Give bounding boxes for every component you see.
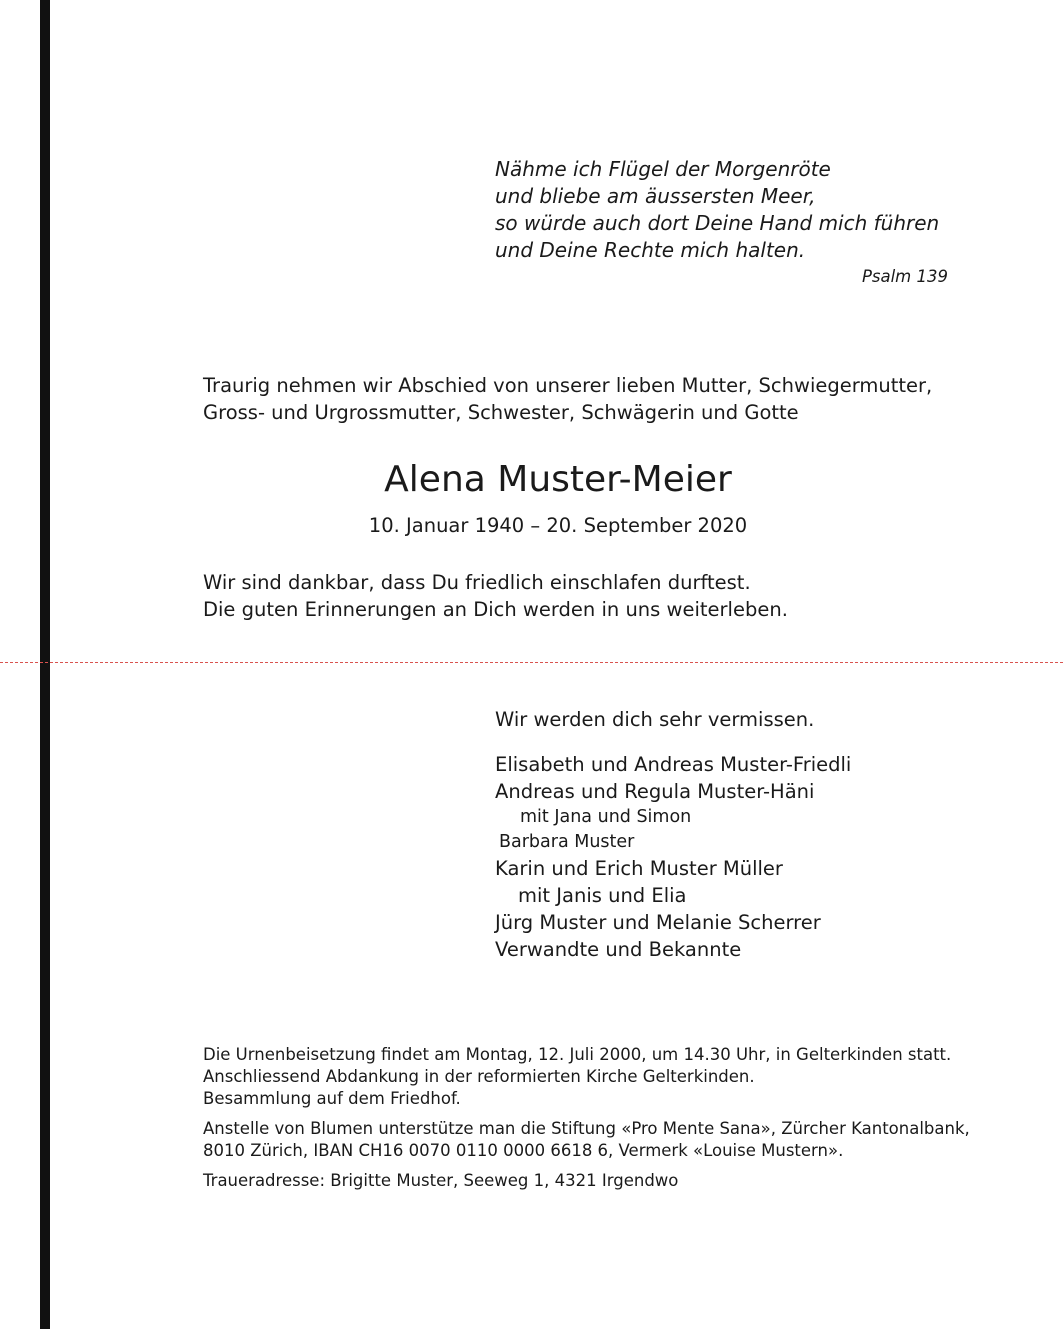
mourner-sub-entry: mit Janis und Elia — [518, 884, 687, 907]
gratitude-line: Wir sind dankbar, dass Du friedlich einschlafen durftest. — [203, 571, 751, 594]
address-line: Traueradresse: Brigitte Muster, Seeweg 1, 4321 Irgendwo — [203, 1171, 679, 1190]
mourner-sub-entry: mit Jana und Simon — [520, 807, 692, 827]
ceremony-details — [203, 1044, 1003, 1200]
verse-source: Psalm 139 — [861, 267, 948, 286]
black-mourning-rule — [40, 0, 50, 1329]
verse-line: und Deine Rechte mich halten. — [495, 238, 806, 262]
mourner-entry: Karin und Erich Muster Müller — [495, 857, 783, 880]
mourner-entry: Jürg Muster und Melanie Scherrer — [495, 911, 821, 934]
gratitude-text — [203, 569, 983, 623]
donation-line: Anstelle von Blumen unterstütze man die Stiftung «Pro Mente Sana», Zürcher Kantonalbank, — [203, 1119, 970, 1138]
intro-line: Gross- und Urgrossmutter, Schwester, Schwägerin und Gotte — [203, 401, 799, 424]
fold-guide-line — [0, 662, 1063, 663]
mourner-entry: Andreas und Regula Muster-Häni — [495, 780, 815, 803]
deceased-name: Alena Muster-Meier — [384, 459, 732, 500]
ceremony-line: Die Urnenbeisetzung findet am Montag, 12. Juli 2000, um 14.30 Uhr, in Gelterkinden statt. — [203, 1045, 952, 1064]
donation-paragraph — [203, 1118, 1003, 1162]
farewell-intro — [203, 372, 983, 426]
intro-line: Traurig nehmen wir Abschied von unserer lieben Mutter, Schwiegermutter, — [203, 374, 933, 397]
miss-you-line: Wir werden dich sehr vermissen. — [495, 708, 815, 731]
bible-verse — [495, 156, 955, 264]
mourner-entry: Barbara Muster — [499, 832, 635, 852]
verse-line: und bliebe am äussersten Meer, — [495, 184, 816, 208]
ceremony-paragraph — [203, 1044, 1003, 1110]
mourner-entry: Verwandte und Bekannte — [495, 938, 742, 961]
ceremony-line: Besammlung auf dem Friedhof. — [203, 1089, 461, 1108]
ceremony-line: Anschliessend Abdankung in der reformierten Kirche Gelterkinden. — [203, 1067, 755, 1086]
life-dates: 10. Januar 1940 – 20. September 2020 — [368, 514, 748, 537]
verse-line: Nähme ich Flügel der Morgenröte — [495, 157, 831, 181]
verse-line: so würde auch dort Deine Hand mich führen — [495, 211, 940, 235]
mourner-entry: Elisabeth und Andreas Muster-Friedli — [495, 753, 852, 776]
donation-line: 8010 Zürich, IBAN CH16 0070 0110 0000 6618 6, Vermerk «Louise Mustern». — [203, 1141, 844, 1160]
mourning-address — [203, 1170, 1003, 1192]
gratitude-line: Die guten Erinnerungen an Dich werden in uns weiterleben. — [203, 598, 788, 621]
mourners-list — [495, 751, 1015, 963]
